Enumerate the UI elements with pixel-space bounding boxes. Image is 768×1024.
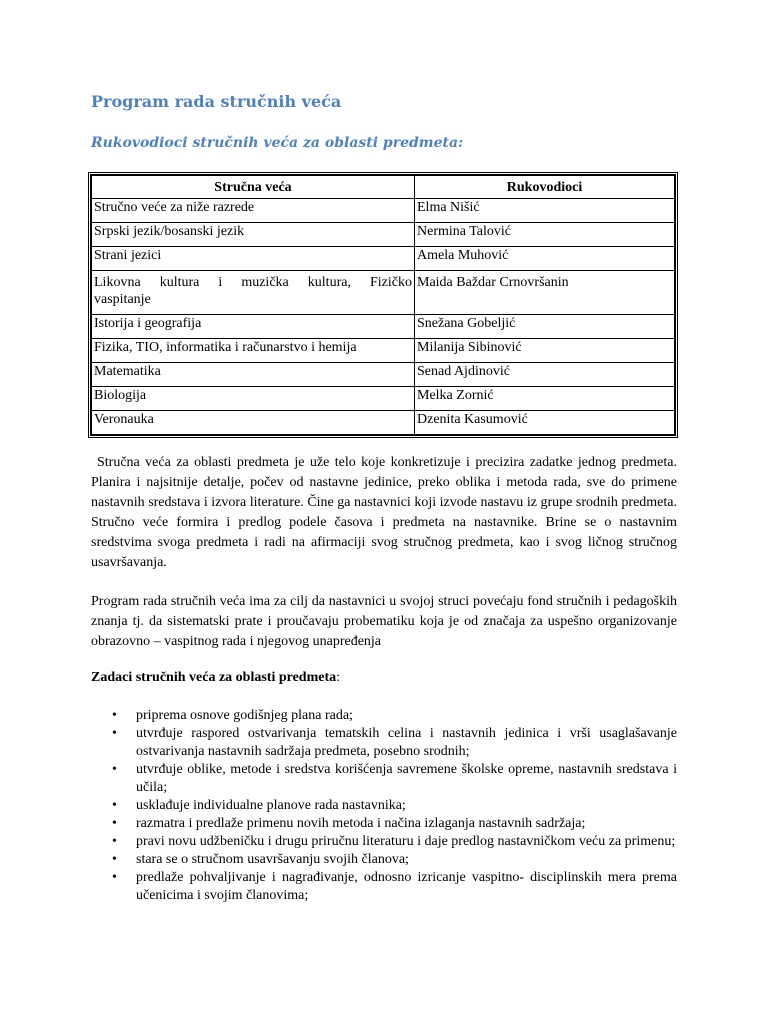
list-item-text: predlaže pohvaljivanje i nagrađivanje, odnosno izricanje vaspitno- disciplinskih mera prema učenicima i svojim članovima;: [136, 870, 677, 903]
table-cell: Milanija Sibinović: [415, 339, 675, 363]
list-item-text: razmatra i predlaže primenu novih metoda i načina izlaganja nastavnih sadržaja;: [136, 816, 586, 831]
list-item-text: utvrđuje oblike, metode i sredstva korišćenja savremene školske opreme, nastavnih sredstava i učila;: [136, 762, 677, 795]
table-cell: Elma Nišić: [415, 199, 675, 223]
list-item: [91, 707, 677, 725]
table-cell: Veronauka: [92, 411, 415, 435]
bullet-icon: •: [112, 870, 117, 885]
table-cell: [92, 271, 415, 315]
list-item: [91, 869, 677, 905]
list-item-text: pravi novu udžbeničku i drugu priručnu literaturu i daje predlog nastavničkom veću za primenu;: [136, 834, 676, 849]
table-row: [92, 271, 675, 315]
table-cell: Maida Baždar Crnovršanin: [415, 271, 675, 315]
table-cell: Senad Ajdinović: [415, 363, 675, 387]
bullet-icon: •: [112, 834, 117, 849]
list-item: [91, 815, 677, 833]
list-item: [91, 833, 677, 851]
table-row: [92, 411, 675, 435]
bullet-icon: •: [112, 726, 117, 741]
table-cell: Fizika, TIO, informatika i računarstvo i hemija: [92, 339, 415, 363]
table-cell: Dzenita Kasumović: [415, 411, 675, 435]
table-cell: Snežana Gobeljić: [415, 315, 675, 339]
table-cell-line: Likovna kultura i muzička kultura, Fizičko: [94, 275, 412, 290]
table-cell: Stručno veće za niže razrede: [92, 199, 415, 223]
table-row: [92, 387, 675, 411]
bullet-icon: •: [112, 762, 117, 777]
paragraph-intro: Stručna veća za oblasti predmeta je uže telo koje konkretizuje i precizira zadatke jednog predmeta. Planira i najsitnije detalje, počev od nastavne jedinice, preko oblika i metoda rada, sve do primene nastavnih sredstava i izvora literature. Čine ga nastavnici koji izvode nastavu iz grupe srodnih predmeta. Stručno veće formira i predlog podele časova i predmeta na nastavnike. Brine se o nastavnim sredstvima svoga predmeta i radi na afirmaciji svog stručnog predmeta, kao i svog ličnog stručnog usavršavanja.: [91, 455, 677, 570]
table-cell: Istorija i geografija: [92, 315, 415, 339]
table-cell: Melka Zornić: [415, 387, 675, 411]
table-cell: Amela Muhović: [415, 247, 675, 271]
table-cell: Biologija: [92, 387, 415, 411]
header-rukovodioci: Rukovodioci: [415, 176, 675, 199]
list-item: [91, 797, 677, 815]
tasks-heading-colon: :: [336, 670, 341, 685]
table-row: [92, 223, 675, 247]
header-strucna-veca: Stručna veća: [92, 176, 415, 199]
bullet-icon: •: [112, 816, 117, 831]
list-item: [91, 851, 677, 869]
table-cell: Matematika: [92, 363, 415, 387]
list-item-text: usklađuje individualne planove rada nastavnika;: [136, 798, 406, 813]
paragraph-goal: Program rada stručnih veća ima za cilj da nastavnici u svojoj struci povećaju fond stručnih i pedagoških znanja tj. da sistematski prate i proučavaju probematiku koja je od značaja za uspešno organizovanje obrazovno – vaspitnog rada i njegovog unapređenja: [91, 594, 677, 649]
table-row: [92, 315, 675, 339]
list-item-text: stara se o stručnom usavršavanju svojih članova;: [136, 852, 409, 867]
table-row: [92, 363, 675, 387]
page-title: Program rada stručnih veća: [91, 92, 342, 111]
tasks-list: [91, 707, 677, 905]
table-cell: Strani jezici: [92, 247, 415, 271]
leaders-table: [88, 172, 678, 438]
bullet-icon: •: [112, 708, 117, 723]
table-row: [92, 199, 675, 223]
table-cell-line: vaspitanje: [94, 292, 151, 307]
list-item: [91, 761, 677, 797]
table-header-row: [92, 176, 675, 199]
list-item: [91, 725, 677, 761]
tasks-heading-text: Zadaci stručnih veća za oblasti predmeta: [91, 670, 337, 685]
bullet-icon: •: [112, 798, 117, 813]
section-subtitle: Rukovodioci stručnih veća za oblasti predmeta:: [91, 135, 464, 151]
table-cell: Nermina Talović: [415, 223, 675, 247]
bullet-icon: •: [112, 852, 117, 867]
tasks-heading: [91, 670, 340, 686]
table-cell: Srpski jezik/bosanski jezik: [92, 223, 415, 247]
table-row: [92, 247, 675, 271]
list-item-text: priprema osnove godišnjeg plana rada;: [136, 708, 353, 723]
table-row: [92, 339, 675, 363]
list-item-text: utvrđuje raspored ostvarivanja tematskih celina i nastavnih jedinica i vrši usaglašavanje ostvarivanja nastavnih sadržaja predmeta, posebno srodnih;: [136, 726, 677, 759]
